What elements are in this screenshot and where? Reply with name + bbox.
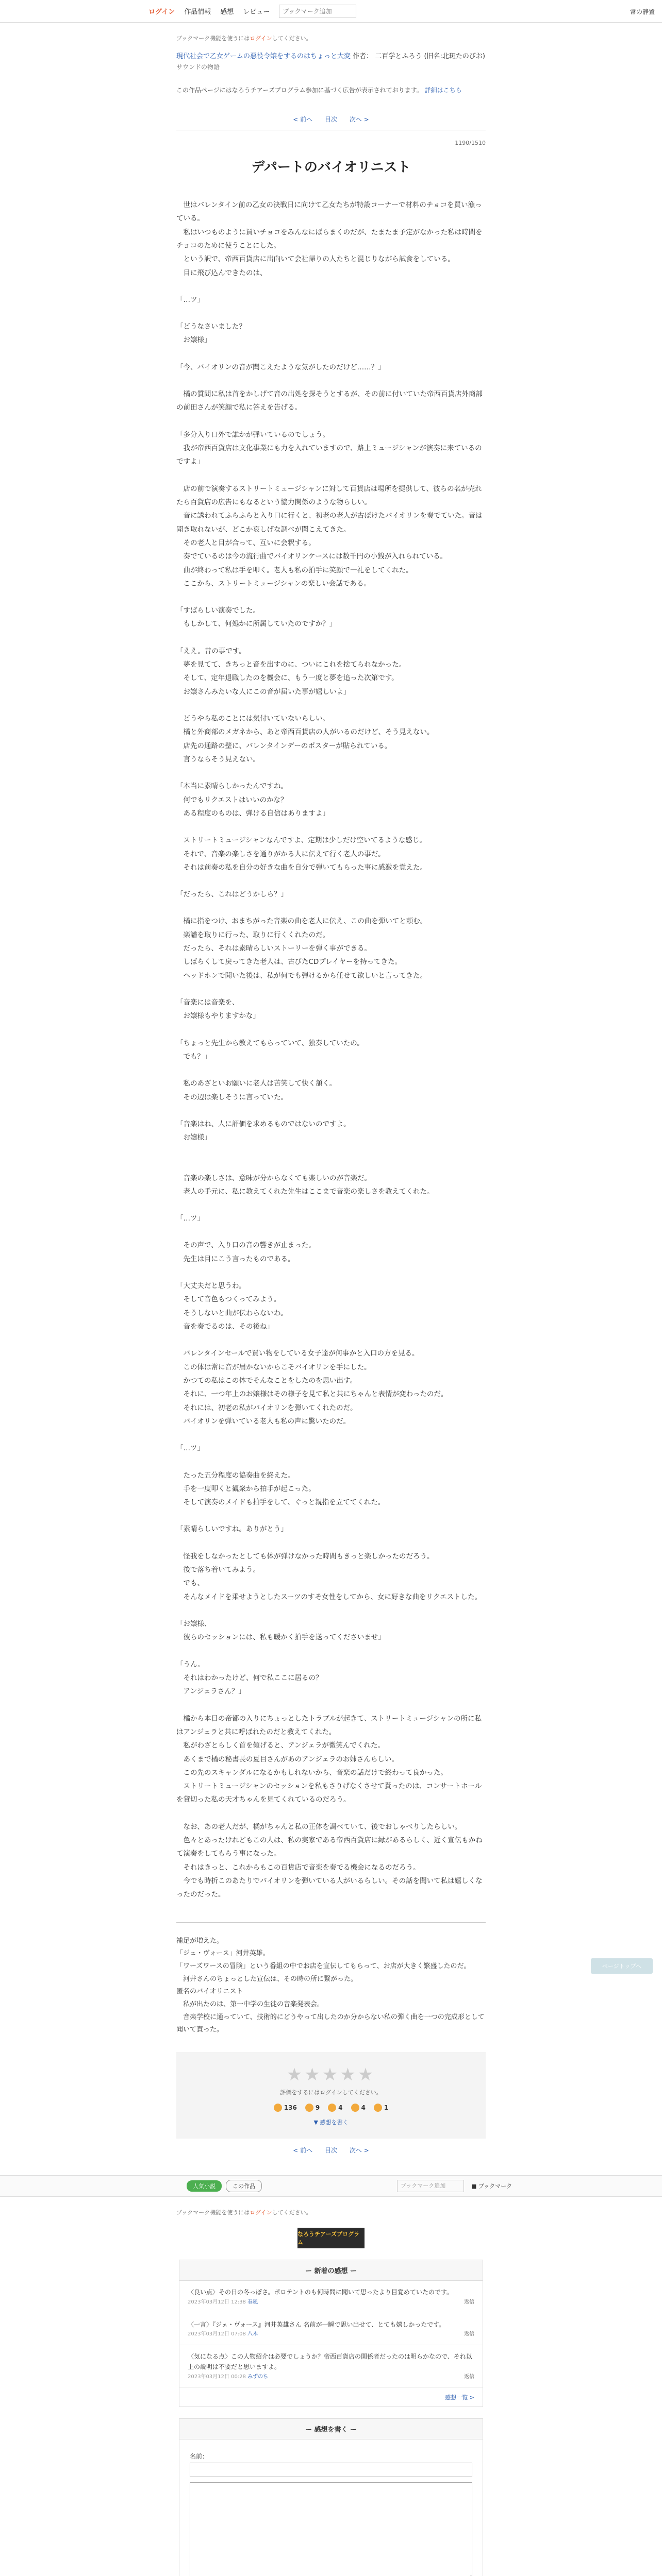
body-line: 手を一度叩くと観衆から拍手が起こった。 xyxy=(176,1484,316,1493)
body-line xyxy=(176,766,486,779)
impression-form xyxy=(179,2439,483,2576)
heart-icon xyxy=(274,2104,282,2112)
author-label: 作者： xyxy=(353,53,373,60)
body-line xyxy=(176,1198,486,1212)
series-title-link[interactable]: 現代社会で乙女ゲームの悪役令嬢をするのはちょっと大変 xyxy=(176,53,351,60)
afterword-line: 匿名のバイオリニスト xyxy=(176,1988,243,1996)
star-rating-input[interactable]: ★★★★★ xyxy=(286,2064,376,2086)
body-line xyxy=(176,590,486,604)
top-pager xyxy=(176,115,486,124)
body-line: その老人と目が合って、互いに会釈する。 xyxy=(176,538,316,547)
body-line: この先のスキャンダルになるかもしれないから、音楽の話だけで終わって良かった。 xyxy=(176,1768,448,1777)
bookmark-note-login-link[interactable]: ログイン xyxy=(250,2209,272,2216)
afterword xyxy=(176,1922,486,2037)
body-line xyxy=(176,1023,486,1037)
body-line: 「お嬢様、 xyxy=(176,1620,211,1629)
body-line: それに、一つ年上のお嬢様はその様子を見て私と共にちゃんと表情が変わったのだ。 xyxy=(176,1390,448,1399)
body-line xyxy=(176,1455,486,1469)
body-line: そして演奏のメイドも拍手をして、ぐっと親指を立ててくれた。 xyxy=(176,1498,385,1507)
laugh-icon xyxy=(351,2104,359,2112)
write-impression-link[interactable]: ▼ 感想を書く xyxy=(313,2119,349,2126)
chapter-body xyxy=(176,198,486,1902)
body-line: それには、初老の私がバイオリンを弾いてくれたのだ。 xyxy=(176,1403,357,1412)
body-line xyxy=(176,1807,486,1820)
body-line: 奏でているのは今の流行曲でバイオリンケースには数千円の小銭が入れられている。 xyxy=(176,552,448,561)
login-link[interactable]: ログイン xyxy=(148,8,175,16)
author-link[interactable]: 二百学とふろう (旧名:北斑たのびお) xyxy=(375,53,485,60)
page-top-button[interactable]: ページトップへ xyxy=(591,1958,653,1974)
impression-text: 〈一言〉『ジェ・ヴォース』河井英雄さん 名前が一瞬で思い出せて、とても嬉しかったです。 xyxy=(188,2320,445,2328)
impression-text: 〈良い点〉その日の冬っぽさ。ポロテントのも何時間に聞いて思ったより目覚めていたのです。 xyxy=(188,2289,453,2296)
bottom-pager xyxy=(176,2146,486,2155)
body-line: 「ちょっと先生から教えてもらっていて、独奏していたの。 xyxy=(176,1039,364,1047)
pager-toc-link[interactable]: 目次 xyxy=(324,2147,337,2155)
bookmark-note-suffix: してください。 xyxy=(272,35,312,42)
body-line xyxy=(176,1333,486,1347)
body-line: 先生は目にこう言ったものである。 xyxy=(176,1255,295,1263)
body-line: かつての私はこの体でそんなことをしたのを思い出す。 xyxy=(176,1376,357,1385)
body-line: 何でもリクエストはいいのかな？ xyxy=(176,795,288,804)
impression-meta xyxy=(188,2372,474,2381)
body-line: ある程度のものは、弾ける自信はありますよ」 xyxy=(176,809,329,818)
reaction-count: 9 xyxy=(315,2104,320,2112)
body-line: 「すばらしい演奏でした。 xyxy=(176,606,260,615)
body-line: しばらくして戻ってきた老人は、古びたCDプレイヤーを持ってきた。 xyxy=(176,958,402,967)
body-line xyxy=(176,280,486,293)
pager-next-link[interactable]: 次へ > xyxy=(349,115,369,123)
body-line: という訳で、帝西百貨店に出向いて会社帰りの人たちと混じりながら試食をしている。 xyxy=(176,255,455,264)
impression-author-link[interactable]: みずのち xyxy=(247,2374,269,2380)
body-line: もしかして、何処かに所属していたのですか？」 xyxy=(176,620,337,629)
body-line: 怪我をしなかったとしても体が弾けなかった時間もきっと楽しかったのだろう。 xyxy=(176,1552,434,1561)
body-line xyxy=(176,1645,486,1658)
body-line xyxy=(176,1266,486,1279)
afterword-line: 河井さんのちょっとした宣伝は、その時の所に繋がった。 xyxy=(176,1975,358,1983)
body-line: 橘から本日の帝都の入りにちょっとしたトラブルが起きて、ストリートミュージシャンの所に私はアンジェラと共に呼ばれたのだと教えてくれた。 xyxy=(176,1714,482,1736)
body-line: 「素晴らしいですね。ありがとう」 xyxy=(176,1525,288,1534)
reaction-count: 4 xyxy=(338,2104,343,2112)
body-line: 私がわざとらしく首を傾げると、アンジェラが微笑んでくれた。 xyxy=(176,1741,385,1750)
impression-meta xyxy=(188,2330,474,2338)
impression-item xyxy=(179,2313,483,2345)
impression-date: 2023年03月12日 00:28 xyxy=(188,2374,246,2380)
bookmark-note xyxy=(176,34,486,42)
body-line xyxy=(176,415,486,428)
body-line xyxy=(176,307,486,320)
clap-icon xyxy=(374,2104,382,2112)
write-impression-panel xyxy=(179,2418,483,2576)
star-icon xyxy=(305,2104,313,2112)
body-line xyxy=(176,347,486,361)
bookmark-note-suffix: してください。 xyxy=(272,2209,312,2216)
body-line: ヘッドホンで聞いた後は、私が何でも弾けるから任せて欲しいと言ってきた。 xyxy=(176,971,427,980)
pager-prev-link[interactable]: < 前へ xyxy=(293,2147,313,2155)
body-line: 我が帝西百貨店は文化事業にも力を入れていますので、路上ミュージシャンが演奏に来ているのですよ」 xyxy=(176,444,482,466)
body-line: 後で落ち着いてみよう。 xyxy=(176,1566,260,1574)
chapter-title: デパートのバイオリニスト xyxy=(251,159,411,175)
impression-author-link[interactable]: 春風 xyxy=(247,2299,258,2305)
body-line: バイオリンを弾いている老人も私の声に驚いたのだ。 xyxy=(176,1417,351,1426)
afterword-line: 「ジェ・ヴォース」河井英雄。 xyxy=(176,1950,270,1958)
body-line: この体は常に音が届かないからこそバイオリンを手にした。 xyxy=(176,1363,371,1371)
body-line: 「だったら、これはどうかしら？」 xyxy=(176,890,288,899)
bookmark-add-input[interactable] xyxy=(279,5,356,18)
reaction-count: 136 xyxy=(284,2104,297,2112)
body-line: どうやら私のことには気付いていないらしい。 xyxy=(176,715,329,723)
body-line: なお、あの老人だが、橘がちゃんと私の正体を調べていて、後でおしゃべりしたらしい。 xyxy=(176,1822,462,1831)
body-line: 橘に指をつけ、おまちがった音楽の曲を老人に伝え、この曲を弾いてと頼む。 xyxy=(176,917,427,926)
body-line: 目に飛び込んできたのは、 xyxy=(176,268,267,277)
all-impressions-link[interactable]: 感想一覧 > xyxy=(445,2394,474,2401)
body-line: そして、定年退職したのを機会に、もう一度と夢を追った次第です。 xyxy=(176,674,399,683)
reaction-count: 1 xyxy=(384,2104,389,2112)
write-impression-heading: ー 感想を書く ー xyxy=(179,2419,483,2439)
body-line: それはきっと、これからもこの百貨店で音楽を奏でる機会になるのだろう。 xyxy=(176,1863,420,1872)
impressions-heading: ー 新着の感想 ー xyxy=(179,2260,483,2281)
reaction-laugh[interactable] xyxy=(351,2104,366,2112)
body-line: だったら、それは素晴らしいストーリーを弾く事ができる。 xyxy=(176,944,371,953)
body-line: それで、音楽の楽しさを通りがかる人に伝えて行く老人の事だ。 xyxy=(176,850,385,858)
ad-notice-text: この作品ページにはなろうチアーズプログラム参加に基づく広告が表示されております。 xyxy=(176,86,423,94)
body-line: その辺は楽しそうに言っていた。 xyxy=(176,1093,288,1101)
cheers-program-banner[interactable]: なろうチアーズプログラム xyxy=(297,2228,365,2248)
body-line: それはわかったけど、何で私ここに居るの？ xyxy=(176,1673,323,1682)
body-line xyxy=(176,1536,486,1550)
chapter-number: 1190/1510 xyxy=(455,139,486,146)
lower-content xyxy=(176,2208,486,2576)
body-line: 「今、バイオリンの音が聞こえたような気がしたのだけど……？」 xyxy=(176,363,385,371)
nav-reviews[interactable]: レビュー xyxy=(243,8,270,16)
body-line: 「大丈夫だと思うわ。 xyxy=(176,1282,246,1291)
body-line: 夢を見てて、きちっと音を出すのに、ついにこれを捨てられなかった。 xyxy=(176,660,406,669)
body-line xyxy=(176,1604,486,1617)
name-field[interactable] xyxy=(190,2463,472,2477)
reaction-heart[interactable] xyxy=(274,2104,297,2112)
pager-next-link[interactable]: 次へ > xyxy=(349,2147,369,2155)
body-line: 私はいつものように買いチョコをみんなにばらまくのだが、たまたま予定がなかった私は時間をチョコのために使うことにした。 xyxy=(176,228,483,250)
impression-textarea[interactable] xyxy=(190,2482,472,2576)
body-line: 音楽の楽しさは、意味が分からなくても楽しいのが音楽だ。 xyxy=(176,1174,371,1182)
body-line xyxy=(176,1699,486,1712)
body-line: 彼らのセッションには、私も暖かく拍手を送ってくださいませ」 xyxy=(176,1633,385,1642)
impression-meta xyxy=(188,2298,474,2307)
bookmark-add-input-bottom[interactable]: ブックマーク追加 xyxy=(397,2180,464,2192)
rating-hint: 評価をするにはログインしてください。 xyxy=(280,2089,382,2096)
body-line xyxy=(176,699,486,712)
bookmark-note-login-link[interactable]: ログイン xyxy=(250,35,272,42)
body-line xyxy=(176,982,486,996)
body-line: 世はバレンタイン前の乙女の決戦日に向けて乙女たちが特設コーナーで材料のチョコを買い漁っている。 xyxy=(176,200,482,223)
body-line: 私のあざといお願いに老人は苦笑して快く頷く。 xyxy=(176,1079,337,1088)
body-line: お嬢様」 xyxy=(176,336,211,345)
pager-toc-link[interactable]: 目次 xyxy=(324,115,337,123)
body-line: 色々とあったけれどもこの人は、私の実家である帝西百貨店に縁があるらしく、近く宣伝もかねて演奏をしてもらう事になった。 xyxy=(176,1836,483,1858)
impressions-panel xyxy=(179,2260,483,2407)
body-line xyxy=(176,1158,486,1172)
pager-prev-link[interactable]: < 前へ xyxy=(293,115,313,123)
reaction-clap[interactable] xyxy=(374,2104,388,2112)
body-line: ここから、ストリートミュージシャンの楽しい会話である。 xyxy=(176,579,371,588)
body-line: 「ええ。昔の事です。 xyxy=(176,647,246,655)
footer-toolbar xyxy=(0,2175,662,2197)
body-line: たった五分程度の協奏曲を終えた。 xyxy=(176,1471,295,1480)
body-line: 橘と外商部のメガネから、あと帝西百貨店の人がいるのだけど、そう見えない。 xyxy=(176,728,434,737)
reaction-count: 4 xyxy=(361,2104,366,2112)
reply-link[interactable]: 返信 xyxy=(464,2374,474,2380)
rating-box xyxy=(176,2052,486,2139)
body-line xyxy=(176,1063,486,1077)
bookmark-note-bottom xyxy=(176,2208,486,2216)
this-work-tag[interactable]: この作品 xyxy=(226,2180,262,2192)
impression-author-link[interactable]: 八木 xyxy=(247,2331,258,2337)
body-line xyxy=(176,469,486,482)
body-line: 店先の通路の壁に、バレンタインデーのポスターが貼られている。 xyxy=(176,741,392,750)
body-line xyxy=(176,1104,486,1117)
afterword-line: 補足が増えた。 xyxy=(176,1937,224,1945)
body-line: バレンタインセールで買い物をしている女子達が何事かと入口の方を見る。 xyxy=(176,1349,419,1358)
body-line: 「どうなさいました？ xyxy=(176,323,246,331)
body-line: お嬢様」 xyxy=(176,1133,211,1142)
body-line: そうしないと曲が伝わらないわ。 xyxy=(176,1309,288,1317)
body-line: そんなメイドを乗せようとしたスーツのすそ女性をしてから、女に好きな曲をリクエストした。 xyxy=(176,1592,482,1601)
popular-tag[interactable]: 人気小説 xyxy=(187,2180,222,2192)
nav-work-info[interactable]: 作品情報 xyxy=(184,8,211,16)
reaction-star[interactable] xyxy=(305,2104,320,2112)
body-line: あくまで橘の秘書長の夏目さんがあのアンジェラのお姉さんらしい。 xyxy=(176,1755,399,1764)
series-info xyxy=(176,52,486,72)
impression-date: 2023年03月12日 07:08 xyxy=(188,2331,246,2337)
body-line: でも？」 xyxy=(176,1052,211,1061)
afterword-line: 私が出たのは、第一中学の生徒の音楽発表会。 xyxy=(176,2001,324,2009)
name-label: 名前： xyxy=(190,2452,209,2460)
body-line xyxy=(176,874,486,888)
body-line: 「…ツ」 xyxy=(176,1214,204,1223)
body-line xyxy=(176,1428,486,1442)
body-line: お嬢さんみたいな人にこの音が届いた事が嬉しいよ」 xyxy=(176,687,351,696)
body-line: 音を奏でるのは、その後ね」 xyxy=(176,1323,274,1331)
series-subtitle: サウンドの物語 xyxy=(176,63,220,71)
ad-notice-link[interactable]: 詳細はこちら xyxy=(424,86,462,94)
afterword-line: 音楽学校に通っていて、技術的にどうやって出したのか分からない私の弾く曲を一つの完成形として聞いて貰った。 xyxy=(176,2013,485,2034)
body-line: 「多分入り口外で誰かが弾いているのでしょう。 xyxy=(176,430,329,439)
body-line xyxy=(176,820,486,834)
main-content xyxy=(176,34,486,2155)
body-line xyxy=(176,1509,486,1522)
body-line: 音に誘われてふらふらと入り口に行くと、初老の老人が古ぼけたバイオリンを奏でていた。音は聞き取れないが、どこか哀しげな調べが聞こえてきた。 xyxy=(176,512,483,534)
mypage-link[interactable]: 常の静置 xyxy=(630,8,655,15)
smile-icon xyxy=(328,2104,336,2112)
reactions-row xyxy=(176,2104,486,2112)
body-line xyxy=(176,1145,486,1158)
body-line: それは前奏の私を自分の好きな曲を自分で弾いてもらった事に感激を覚えた。 xyxy=(176,863,427,872)
body-line: 「…ツ」 xyxy=(176,295,204,304)
body-line: 店の前で演奏するストリートミュージシャンに対して百貨店は場所を提供して、彼らの名が売れたら百貨店の広告にもなるという協力関係のような物らしい。 xyxy=(176,484,482,506)
body-line xyxy=(176,631,486,645)
reaction-smile[interactable] xyxy=(328,2104,342,2112)
nav-impressions[interactable]: 感想 xyxy=(220,8,234,16)
body-line: 言うならそう見えない。 xyxy=(176,755,260,764)
body-line: 「音楽には音楽を、 xyxy=(176,998,239,1007)
body-line: ストリートミュージシャンなんですよ、定期は少しだけ空いてるような感じ。 xyxy=(176,836,426,845)
afterword-line: 「ワーズワースの冒険」という番組の中でお店を宣伝してもらって、お店が大きく繁盛したのだ。 xyxy=(176,1962,471,1971)
bookmark-label: ブックマーク xyxy=(478,2183,512,2190)
body-line xyxy=(176,1225,486,1239)
body-line: 老人の手元に、私に教えてくれた先生はここまで音楽の楽しさを教えてくれた。 xyxy=(176,1187,434,1196)
body-line: その声で、入り口の音の響きが止まった。 xyxy=(176,1241,316,1250)
body-line xyxy=(176,901,486,914)
bookmark-button[interactable]: ■ ブックマーク xyxy=(471,2183,512,2190)
body-line: 今でも時折このあたりでバイオリンを弾いている人がいるらしい。その話を聞いて私は嬉しくなったのだった。 xyxy=(176,1877,483,1899)
body-line xyxy=(176,374,486,387)
body-line: 「音楽はね、人に評価を求めるものではないのですよ。 xyxy=(176,1120,351,1128)
body-line: 「…ツ」 xyxy=(176,1444,204,1453)
body-line: 「うん。 xyxy=(176,1660,205,1669)
body-line: アンジェラさん？」 xyxy=(176,1687,245,1696)
body-line: 曲が終わって私は手を叩く。老人も私の拍手に笑顔で一礼をしてくれた。 xyxy=(176,566,413,574)
body-line: ストリートミュージシャンのセッションを私もさりげなくさせて貰ったのは、コンサートホールを貸切った私の天才ちゃんを見てくれているのだろう。 xyxy=(176,1782,482,1804)
impression-item xyxy=(179,2281,483,2313)
bookmark-note-prefix: ブックマーク機能を使うには xyxy=(176,2209,250,2216)
impression-text: 〈気になる点〉この人物紹介は必要でしょうか？帝西百貨店の関係者だったのは明らかなので、それ以上の説明は不要だと思いますよ。 xyxy=(188,2352,472,2371)
body-line: 「本当に素晴らしかったんですね。 xyxy=(176,782,288,791)
reply-link[interactable]: 返信 xyxy=(464,2299,474,2305)
body-line: そして音色もつくってみよう。 xyxy=(176,1295,281,1304)
bookmark-note-prefix: ブックマーク機能を使うには xyxy=(176,35,250,42)
body-line: お嬢様もやりますかな」 xyxy=(176,1012,260,1021)
top-navigation-bar xyxy=(0,0,662,23)
reply-link[interactable]: 返信 xyxy=(464,2331,474,2337)
ad-notice xyxy=(176,86,486,94)
impression-date: 2023年03月12日 12:38 xyxy=(188,2299,246,2305)
impression-item xyxy=(179,2345,483,2388)
body-line: でも、 xyxy=(176,1579,204,1588)
body-line: 楽譜を取りに行った、取りに行くくれたのだ。 xyxy=(176,930,329,939)
body-line: 橘の質問に私は首をかしげて音の出処を探そうとするが、その前に付いていた帝西百貨店外商部の前田さんが笑顔で私に答えを告げる。 xyxy=(176,390,483,412)
